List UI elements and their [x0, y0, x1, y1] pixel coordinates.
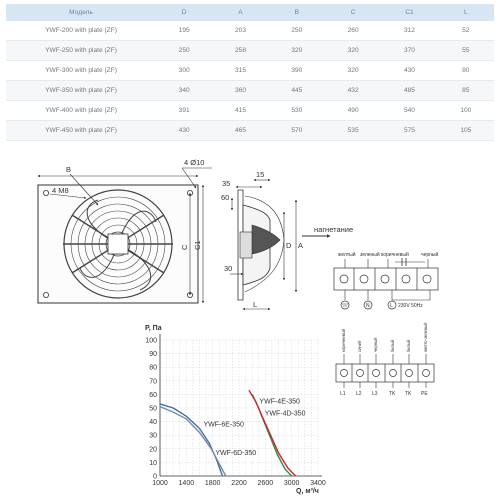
table-cell: 250: [156, 41, 212, 61]
x-tick-label: 3000: [283, 480, 300, 487]
x-tick-label: 2200: [231, 480, 247, 487]
table-cell: 340: [156, 81, 212, 101]
table-cell: 415: [212, 101, 268, 121]
column-header: D: [156, 4, 212, 21]
table-cell: 250: [269, 21, 325, 41]
table-cell: 320: [325, 61, 381, 81]
label-l: L: [253, 300, 258, 309]
table-cell: 430: [156, 121, 212, 141]
table-cell: 445: [269, 81, 325, 101]
wire-label: желтый: [338, 252, 356, 258]
table-cell: 390: [269, 61, 325, 81]
label-d: D: [286, 241, 292, 250]
series-line-2: [160, 404, 223, 476]
table-cell: 203: [212, 21, 268, 41]
x-tick-label: 1000: [152, 480, 168, 487]
table-cell: 315: [212, 61, 268, 81]
column-header: C1: [381, 4, 437, 21]
y-tick-label: 20: [149, 446, 157, 454]
y-tick-label: 40: [149, 419, 157, 427]
wire-label: зеленый: [360, 252, 380, 258]
y-tick-label: 0: [153, 473, 157, 481]
table-cell: 258: [212, 41, 268, 61]
terminal-n-label: N: [366, 303, 370, 309]
series-line-3: [160, 407, 226, 476]
wire-label: желто-зеленый: [423, 322, 428, 352]
y-axis-label: P, Па: [145, 325, 162, 332]
table-cell: 370: [381, 41, 437, 61]
table-cell: 490: [325, 101, 381, 121]
table-cell: 195: [156, 21, 212, 41]
table-cell: 312: [381, 21, 437, 41]
column-header: B: [269, 4, 325, 21]
table-cell: 570: [269, 121, 325, 141]
column-header: Модель: [6, 4, 156, 21]
terminal-label: L3: [372, 391, 378, 397]
table-cell: YWF-450 with plate (ZF): [6, 121, 156, 141]
table-cell: YWF-200 with plate (ZF): [6, 21, 156, 41]
table-cell: YWF-350 with plate (ZF): [6, 81, 156, 101]
dim-35: 35: [222, 179, 231, 188]
airflow-label: нагнетание: [314, 225, 354, 234]
terminal-label: L1: [340, 391, 346, 397]
x-tick-label: 2600: [257, 480, 274, 487]
table-cell: 55: [438, 41, 494, 61]
series-label: YWF-4E-350: [259, 398, 300, 406]
table-cell: 52: [438, 21, 494, 41]
y-tick-label: 60: [149, 391, 157, 399]
table-cell: 320: [325, 41, 381, 61]
table-cell: 300: [156, 61, 212, 81]
y-tick-label: 100: [145, 337, 157, 345]
chart-series-labels: [204, 398, 306, 457]
label-holes: 4 Ø10: [184, 158, 205, 167]
column-header: L: [438, 4, 494, 21]
table-cell: YWF-250 with plate (ZF): [6, 41, 156, 61]
table-cell: 100: [438, 101, 494, 121]
table-cell: 540: [381, 101, 437, 121]
table-cell: 465: [212, 121, 268, 141]
table-cell: 575: [381, 121, 437, 141]
table-cell: 80: [438, 61, 494, 81]
label-bolts: 4 M8: [52, 186, 69, 195]
series-label: YWF-6E-350: [203, 421, 244, 429]
wire-label: черный: [421, 252, 439, 258]
dim-60: 60: [221, 193, 230, 202]
x-tick-label: 1400: [178, 480, 195, 487]
terminal-l-label: L: [390, 303, 393, 309]
label-c1: C1: [193, 240, 202, 250]
wire-label: черный: [373, 337, 378, 352]
terminal-label: L2: [356, 391, 362, 397]
terminal-label: PE: [421, 391, 428, 397]
table-cell: 391: [156, 101, 212, 121]
table-cell: YWF-300 with plate (ZF): [6, 61, 156, 81]
table-cell: 432: [325, 81, 381, 101]
wire-label: белый: [406, 339, 411, 352]
table-cell: 85: [438, 81, 494, 101]
dim-30: 30: [224, 264, 233, 273]
label-a: A: [298, 241, 304, 250]
dim-15: 15: [256, 170, 265, 179]
x-tick-label: 1800: [204, 480, 221, 487]
x-axis-label: Q, м³/ч: [296, 488, 319, 495]
terminal-label: TK: [389, 391, 396, 397]
wire-label: коричневый: [341, 328, 346, 352]
wire-label: синий: [357, 340, 362, 352]
wire-label: белый: [390, 339, 395, 352]
label-b: B: [66, 165, 72, 174]
table-cell: 485: [381, 81, 437, 101]
series-label: YWF-6D-350: [215, 449, 257, 457]
series-label: YWF-4D-350: [264, 410, 306, 418]
column-header: C: [325, 4, 381, 21]
table-cell: 320: [269, 41, 325, 61]
y-tick-label: 50: [149, 405, 157, 413]
wire-label: коричневый: [381, 252, 409, 258]
y-tick-label: 70: [149, 378, 157, 386]
table-cell: 105: [438, 121, 494, 141]
label-c: C: [180, 244, 189, 250]
table-cell: YWF-400 with plate (ZF): [6, 101, 156, 121]
terminal-label: TK: [405, 391, 412, 397]
y-tick-label: 10: [149, 459, 157, 467]
column-header: A: [212, 4, 268, 21]
table-cell: 535: [325, 121, 381, 141]
y-tick-label: 90: [149, 351, 157, 359]
x-tick-label: 3400: [310, 480, 326, 487]
table-cell: 530: [269, 101, 325, 121]
y-tick-label: 30: [149, 432, 157, 440]
table-cell: 260: [325, 21, 381, 41]
table-cell: 360: [212, 81, 268, 101]
y-tick-label: 80: [149, 364, 157, 372]
table-cell: 430: [381, 61, 437, 81]
voltage-label: 230V 50Hz: [398, 303, 423, 309]
